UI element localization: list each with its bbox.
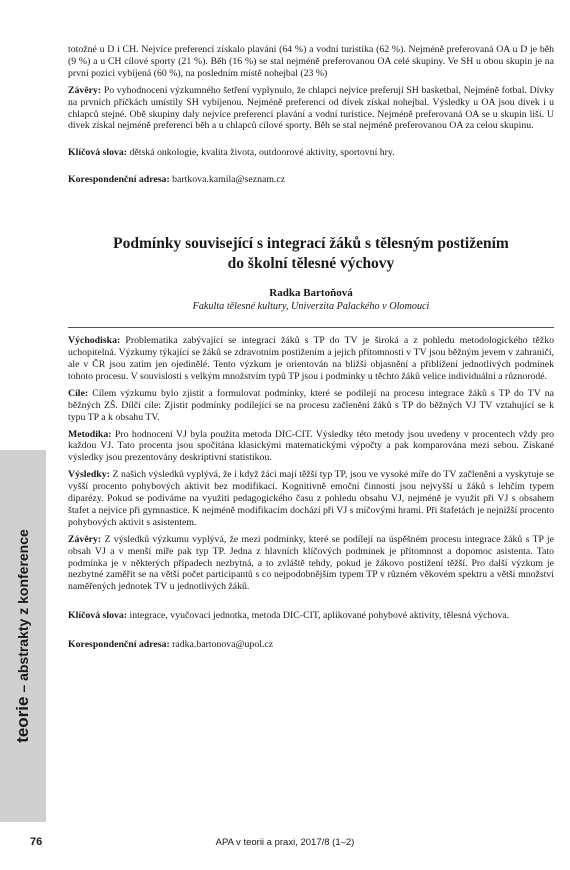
article-title-line-2: do školní tělesné výchovy [227, 255, 395, 273]
section-sidebar-label [13, 529, 33, 743]
address-label: Korespondenční adresa: [68, 639, 170, 651]
page-content [68, 44, 554, 651]
keywords-label: Klíčová slova: [68, 610, 128, 622]
prev-abstract-address [68, 174, 554, 186]
background-label: Východiska: [68, 335, 121, 347]
abstract-methods [68, 429, 554, 465]
sidebar-main-label: teorie [13, 696, 32, 743]
aims-text: Cílem výzkumu bylo zjistit a formulovat podmínky, které se podílejí na procesu integrace žáků s TP do TV na běžných ZŠ. Dílčí cíle: Zjistit podmínky podílející se na procesu začlenění žáků s TP do běžných VJ TV vztahující se k typu TP a k obsahu TV. [68, 387, 554, 423]
conclusions-text: Z výsledků výzkumu vyplývá, že mezi podmínky, které se podílejí na úspěšném procesu integrace žáků s TP je obsah VJ a v menší míře pak typ TP. Jedna z hlavních klíčových podmínek je přítomnost a dopomoc asistenta. Tato podmínka je v některých případech nezbytná, a to zvláště tehdy, pokud je žákovo postižení těžší. Pro další výzkum je nezbytné zaměřit se na větší počet participantů s co nejpodobnějším typem TP v různém věkovém spektru a větší množství naměřených jednotek TV u jednotlivých žáků. [68, 533, 554, 593]
prev-conclusions-text: Po vyhodnocení výzkumného šetření vyplynulo, že chlapci nejvíce preferují SH basketbal, Nejméně fotbal. Dívky na prvních příčkách umístily SH vybíjenou. Nejméně preferencí od dívek získal nohejbal. Výsledky u OA jsou dívek i u chlapců stejné. Obě skupiny daly nejvíce preferencí plavání a vodní turistice. Nejméně preferovaná OA se u skupin liší. U dívek získal nejméně preferencí běh a u chlapců cílové sporty. Běh se stal nejméně preferovanou OA za celou skupinu. [68, 84, 554, 132]
conclusions-label: Závěry: [68, 533, 102, 545]
article-title-line-1: Podmínky související s integrací žáků s tělesným postižením [113, 235, 509, 253]
page-number: 76 [30, 836, 43, 848]
abstract-keywords [68, 610, 554, 622]
prev-abstract-results-tail: totožné u D i CH. Nejvíce preferencí získalo plavání (64 %) a vodní turistika (62 %). Nejméně preferovaná OA u D je běh (9 %) a u CH cílové sporty (21 %). Běh (16 %) se stal nejméně preferovanou OA celé skupiny. Ve SH u obou skupin je na první pozici vybíjená (60 %), na posledním místě nohejbal (23 %) [68, 44, 554, 79]
prev-keywords-text: dětská onkologie, kvalita života, outdoorové aktivity, sportovní hry. [127, 147, 395, 159]
abstract-address [68, 639, 554, 651]
abstract-aims [68, 388, 554, 424]
sidebar-sub-label: abstrakty z konference [15, 529, 31, 681]
prev-keywords-label: Klíčová slova: [68, 147, 128, 159]
sidebar-dash: – [15, 680, 31, 697]
background-text: Problematika zabývající se integrací žáků s TP do TV je široká a z pohledu metodologického těžko uchopitelná. Výzkumy týkající se žáků se zdravotním postižením a jejich přítomnosti v TV jsou běžným jevem v zahraničí, ale v ČR jsou zatím jen ojedinělé. Tento výzkum je orientován na bližší objasnění a přiblížení jednotlivých podmínek tohoto procesu. V souvislosti s velkým množstvím typů TP jsou i podmínky u těchto žáků velice individuální a různorodé. [68, 335, 554, 382]
aims-label: Cíle: [68, 387, 89, 399]
keywords-text: integrace, vyučovací jednotka, metoda DIC-CIT, aplikované pohybové aktivity, tělesná výchova. [127, 610, 510, 622]
methods-label: Metodika: [68, 428, 112, 440]
article-author: Radka Bartoňová [269, 287, 353, 300]
abstract-conclusions [68, 534, 554, 594]
methods-text: Pro hodnocení VJ byla použita metoda DIC-CIT. Výsledky této metody jsou uvedeny v procentech vždy pro každou VJ. Tato procenta jsou spočítána klasickými matematickými výpočty a pak komparována mezi sebou. Získané výsledky jsou prezentovány deskriptivní statistikou. [68, 428, 554, 464]
prev-conclusions-label: Závěry: [68, 84, 102, 96]
prev-address-text: bartkova.kamila@seznam.cz [169, 174, 286, 186]
section-divider [68, 327, 554, 328]
results-label: Výsledky: [68, 469, 110, 481]
prev-abstract-conclusions [68, 85, 554, 133]
article-title [68, 234, 554, 274]
abstract-background [68, 335, 554, 383]
prev-address-label: Korespondenční adresa: [68, 174, 170, 186]
abstract-results [68, 469, 554, 529]
journal-footer: APA v teorii a praxi, 2017/8 (1–2) [215, 837, 355, 848]
article-affiliation: Fakulta tělesné kultury, Univerzita Palackého v Olomouci [192, 301, 430, 313]
results-text: Z našich výsledků vyplývá, že i když žáci mají těžší typ TP, jsou ve vysoké míře do TV začleněni a vyskytuje se vyšší procento pohybových aktivit bez modifikací. Kognitivně emoční činností jsou nejvyšší u žáků s lehčím typem diparézy. Pokud se podíváme na využití pedagogického času z pohledu obsahu VJ, nejméně je využit při VJ s obsahem štafet a nejvíce při gymnastice. K nejméně modifikacím dochází při VJ s míčovými hrami. Při štafetách je nejnižší procento pohybových aktivit s asistentem. [68, 469, 554, 528]
address-text: radka.bartonova@upol.cz [169, 639, 274, 651]
prev-abstract-keywords [68, 147, 554, 159]
